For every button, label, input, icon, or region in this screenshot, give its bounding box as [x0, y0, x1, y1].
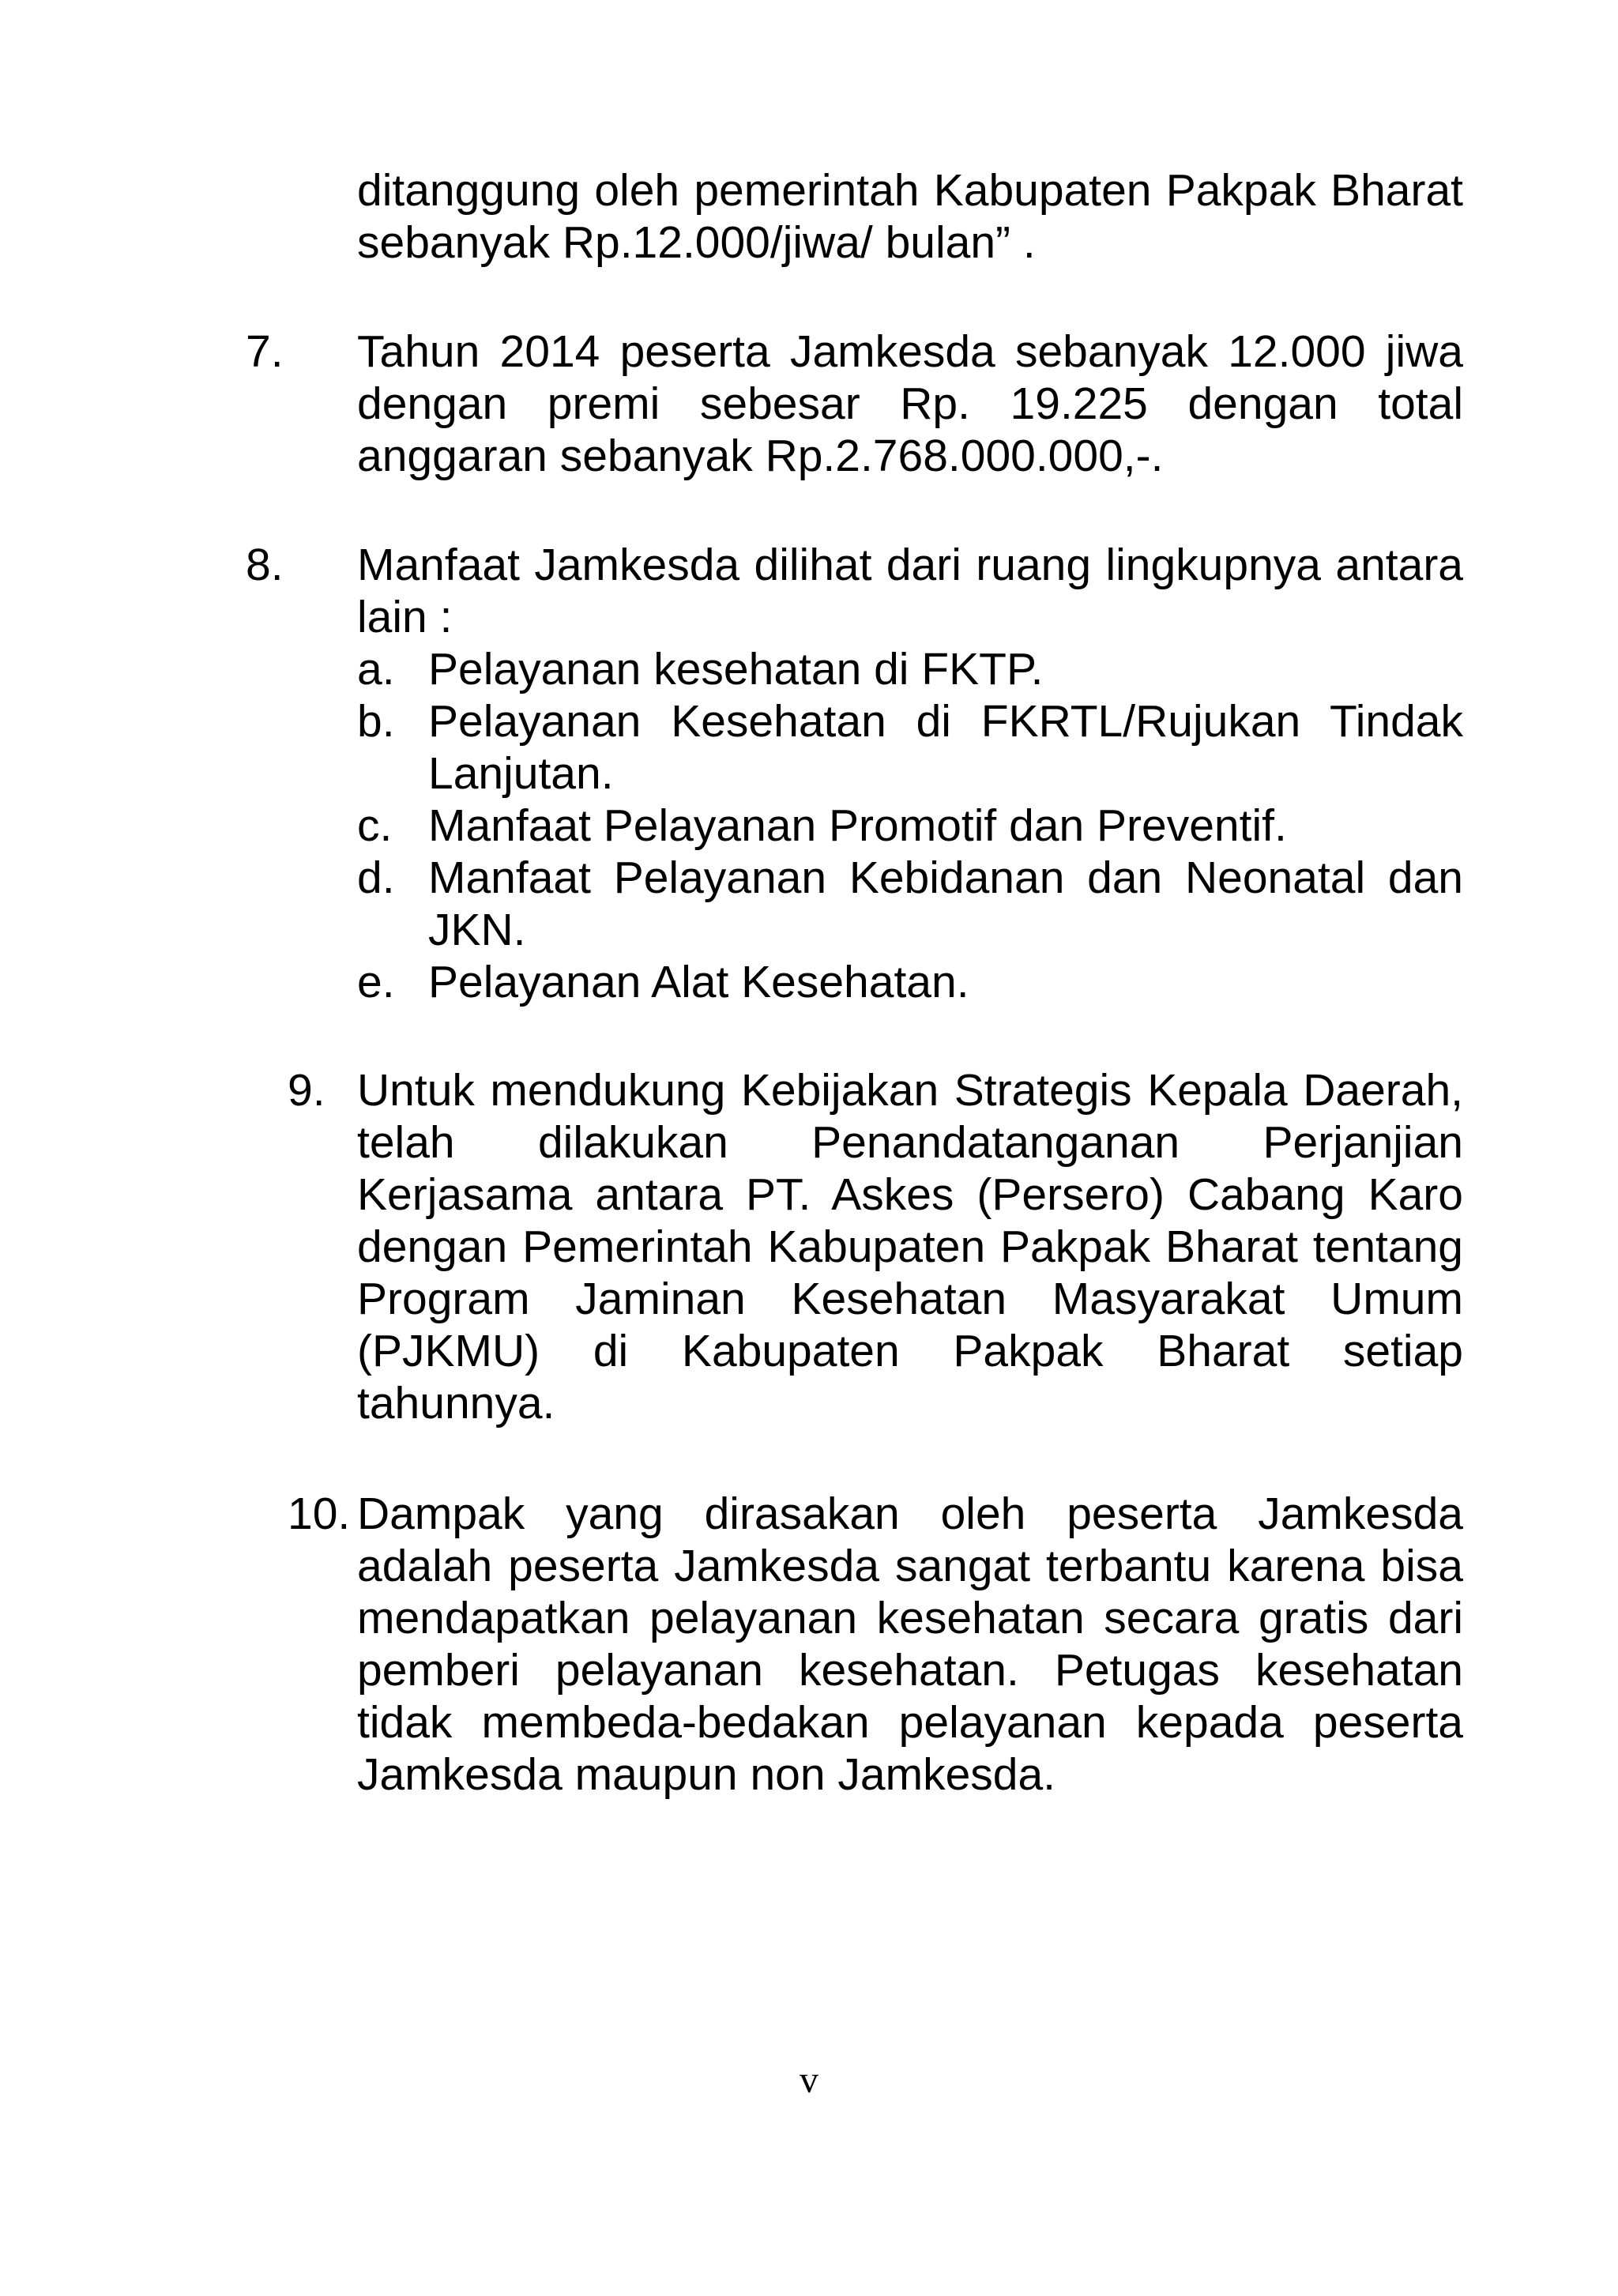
page-number: v: [800, 2059, 818, 2101]
sublist-letter: e.: [357, 957, 395, 1007]
list-item-8-text: Manfaat Jamkesda dilihat dari ruang lingkupnya antara lain :: [357, 540, 1463, 642]
sublist-text: Pelayanan Kesehatan di FKRTL/Rujukan Tindak Lanjutan.: [428, 696, 1463, 799]
continuation-paragraph: ditanggung oleh pemerintah Kabupaten Pakpak Bharat sebanyak Rp.12.000/jiwa/ bulan” .: [357, 165, 1463, 268]
list-item-9-number: 9.: [288, 1065, 325, 1116]
list-item-7-text: Tahun 2014 peserta Jamkesda sebanyak 12.000 jiwa dengan premi sebesar Rp. 19.225 dengan total anggaran sebanyak Rp.2.768.000.000,-.: [357, 326, 1463, 481]
sublist-item-b: [357, 695, 1463, 800]
sublist-letter: a.: [357, 644, 395, 694]
list-item-8-sublist: [357, 643, 1463, 1008]
sublist-text: Manfaat Pelayanan Promotif dan Preventif.: [428, 800, 1287, 851]
sublist-letter: b.: [357, 696, 395, 747]
list-item-8-number: 8.: [246, 540, 284, 590]
sublist-item-d: [357, 852, 1463, 956]
list-item-10-number: 10.: [288, 1489, 351, 1539]
sublist-text: Manfaat Pelayanan Kebidanan dan Neonatal dan JKN.: [428, 853, 1463, 955]
sublist-letter: d.: [357, 853, 395, 903]
list-item-10-text: Dampak yang dirasakan oleh peserta Jamkesda adalah peserta Jamkesda sangat terbantu karena bisa mendapatkan pelayanan kesehatan secara gratis dari pemberi pelayanan kesehatan. Petugas kesehatan tidak membeda-bedakan pelayanan kepada peserta Jamkesda maupun non Jamkesda.: [357, 1489, 1463, 1800]
sublist-letter: c.: [357, 800, 393, 851]
list-item-9-text: Untuk mendukung Kebijakan Strategis Kepala Daerah, telah dilakukan Penandatanganan Perjanjian Kerjasama antara PT. Askes (Persero) Cabang Karo dengan Pemerintah Kabupaten Pakpak Bharat tentang Program Jaminan Kesehatan Masyarakat Umum (PJKMU) di Kabupaten Pakpak Bharat setiap tahunnya.: [357, 1065, 1463, 1428]
sublist-item-e: [357, 956, 1463, 1008]
sublist-text: Pelayanan Alat Kesehatan.: [428, 957, 969, 1007]
sublist-text: Pelayanan kesehatan di FKTP.: [428, 644, 1044, 694]
sublist-item-c: [357, 800, 1463, 852]
sublist-item-a: [357, 643, 1463, 695]
list-item-7-number: 7.: [246, 326, 284, 377]
